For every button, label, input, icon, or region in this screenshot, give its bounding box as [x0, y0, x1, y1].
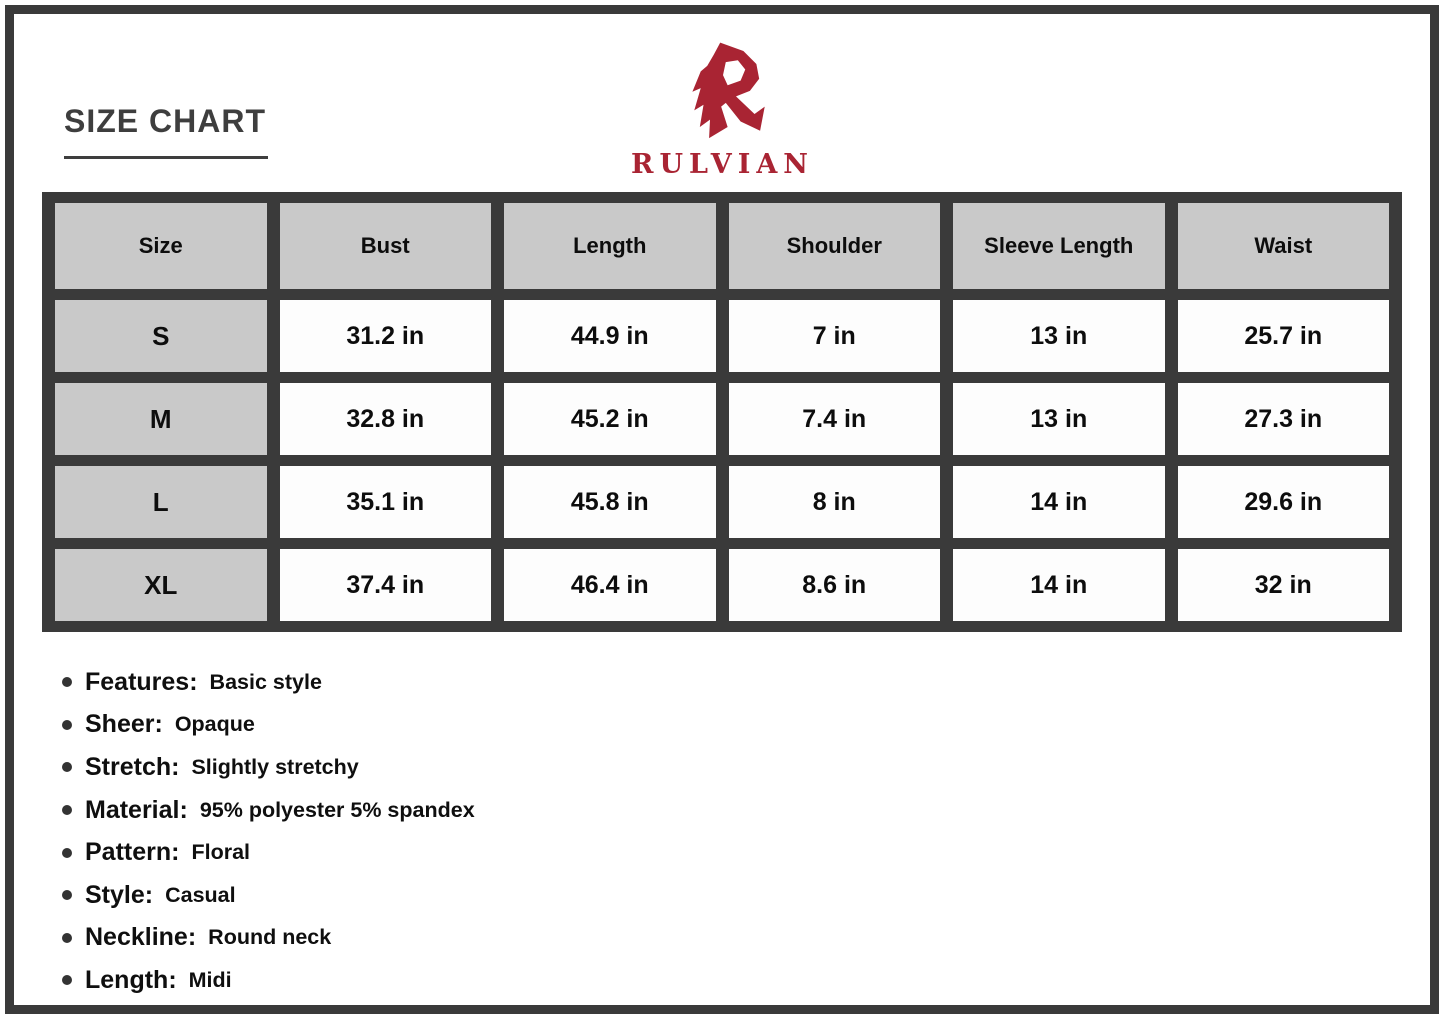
size-cell: XL [55, 549, 267, 621]
detail-item-material [62, 789, 475, 832]
brand-block [0, 38, 1445, 180]
measurement-cell: 31.2 in [280, 300, 492, 372]
detail-value: Opaque [174, 712, 255, 737]
measurement-cell: 13 in [953, 383, 1165, 455]
brand-name: RULVIAN [631, 149, 814, 180]
measurement-cell: 45.8 in [504, 466, 716, 538]
table-row-m [55, 383, 1389, 455]
detail-label: Features: [85, 667, 198, 696]
measurement-cell: 46.4 in [504, 549, 716, 621]
measurement-cell: 7.4 in [729, 383, 941, 455]
measurement-cell: 7 in [729, 300, 941, 372]
detail-value: Round neck [208, 925, 332, 950]
measurement-cell: 8 in [729, 466, 941, 538]
bullet-icon [62, 975, 72, 985]
detail-item-style [62, 874, 475, 917]
bullet-icon [62, 933, 72, 943]
measurement-cell: 35.1 in [280, 466, 492, 538]
measurement-cell: 14 in [953, 466, 1165, 538]
size-cell: L [55, 466, 267, 538]
col-header-length: Length [504, 203, 716, 289]
measurement-cell: 8.6 in [729, 549, 941, 621]
bullet-icon [62, 762, 72, 772]
table-row-xl [55, 549, 1389, 621]
bullet-icon [62, 848, 72, 858]
col-header-shoulder: Shoulder [729, 203, 941, 289]
measurement-cell: 37.4 in [280, 549, 492, 621]
detail-label: Pattern: [85, 838, 180, 867]
detail-value: Basic style [209, 669, 322, 694]
detail-item-pattern [62, 831, 475, 874]
header-row [55, 203, 1389, 289]
detail-item-neckline [62, 917, 475, 960]
bullet-icon [62, 805, 72, 815]
detail-label: Length: [85, 965, 177, 994]
detail-value: 95% polyester 5% spandex [199, 797, 475, 822]
detail-item-sheer [62, 704, 475, 747]
detail-label: Material: [85, 795, 188, 824]
measurement-cell: 14 in [953, 549, 1165, 621]
page-title: SIZE CHART [64, 103, 266, 139]
detail-value: Casual [165, 882, 236, 907]
measurement-cell: 45.2 in [504, 383, 716, 455]
detail-label: Style: [85, 880, 154, 909]
detail-value: Midi [188, 967, 232, 992]
detail-item-features [62, 661, 475, 704]
detail-label: Sheer: [85, 710, 163, 739]
measurement-cell: 44.9 in [504, 300, 716, 372]
measurement-cell: 25.7 in [1178, 300, 1390, 372]
bullet-icon [62, 677, 72, 687]
detail-label: Stretch: [85, 752, 180, 781]
measurement-cell: 13 in [953, 300, 1165, 372]
size-cell: M [55, 383, 267, 455]
detail-item-stretch [62, 746, 475, 789]
size-cell: S [55, 300, 267, 372]
detail-item-length [62, 959, 475, 1002]
detail-label: Neckline: [85, 923, 197, 952]
table-row-l [55, 466, 1389, 538]
bullet-icon [62, 890, 72, 900]
table-row-s [55, 300, 1389, 372]
measurement-cell: 32 in [1178, 549, 1390, 621]
product-details-list [62, 661, 475, 1002]
col-header-sleeve-length: Sleeve Length [953, 203, 1165, 289]
measurement-cell: 27.3 in [1178, 383, 1390, 455]
size-table [42, 192, 1402, 632]
measurement-cell: 29.6 in [1178, 466, 1390, 538]
size-table-container [42, 192, 1402, 632]
col-header-bust: Bust [280, 203, 492, 289]
bullet-icon [62, 720, 72, 730]
detail-value: Slightly stretchy [191, 754, 359, 779]
col-header-size: Size [55, 203, 267, 289]
brand-logo-r-icon [675, 38, 771, 140]
measurement-cell: 32.8 in [280, 383, 492, 455]
detail-value: Floral [191, 840, 251, 865]
col-header-waist: Waist [1178, 203, 1390, 289]
